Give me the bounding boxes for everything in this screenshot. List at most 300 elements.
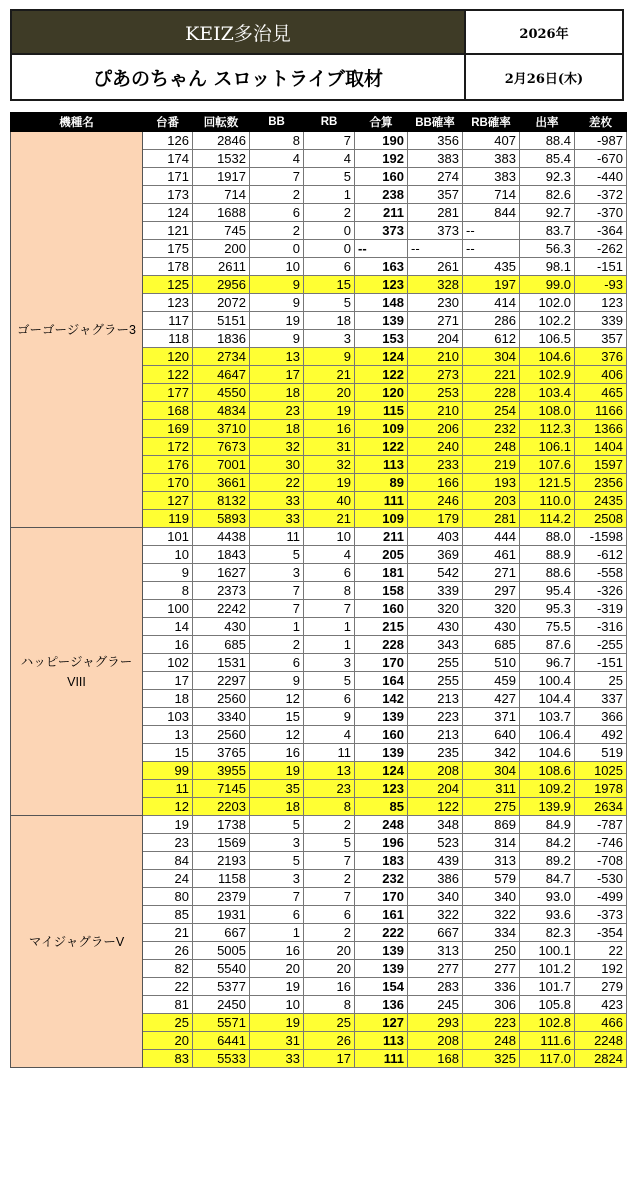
diff-cell: 2435 [575, 492, 627, 510]
diff-cell: 2248 [575, 1032, 627, 1050]
rb-cell: 26 [304, 1032, 355, 1050]
bb-rate-cell: 210 [408, 402, 463, 420]
payout-cell: 103.7 [520, 708, 575, 726]
bb-rate-cell: 369 [408, 546, 463, 564]
spins-cell: 3710 [193, 420, 250, 438]
rb-rate-cell: 306 [463, 996, 520, 1014]
payout-cell: 99.0 [520, 276, 575, 294]
rb-cell: 5 [304, 168, 355, 186]
diff-cell: -787 [575, 816, 627, 834]
diff-cell: 1025 [575, 762, 627, 780]
diff-cell: 376 [575, 348, 627, 366]
diff-cell: -255 [575, 636, 627, 654]
machine-no-cell: 119 [143, 510, 193, 528]
rb-cell: 2 [304, 816, 355, 834]
bb-cell: 9 [250, 330, 304, 348]
rb-cell: 11 [304, 744, 355, 762]
diff-cell: -1598 [575, 528, 627, 546]
diff-cell: -364 [575, 222, 627, 240]
bb-cell: 15 [250, 708, 304, 726]
total-cell: 228 [355, 636, 408, 654]
spins-cell: 1532 [193, 150, 250, 168]
diff-cell: 2824 [575, 1050, 627, 1068]
total-cell: 160 [355, 168, 408, 186]
total-cell: 124 [355, 762, 408, 780]
rb-rate-cell: -- [463, 240, 520, 258]
bb-rate-cell: 230 [408, 294, 463, 312]
bb-rate-cell: 667 [408, 924, 463, 942]
payout-cell: 104.6 [520, 744, 575, 762]
machine-no-cell: 14 [143, 618, 193, 636]
diff-cell: -316 [575, 618, 627, 636]
bb-rate-cell: 320 [408, 600, 463, 618]
total-cell: 238 [355, 186, 408, 204]
rb-rate-cell: 459 [463, 672, 520, 690]
bb-rate-cell: 274 [408, 168, 463, 186]
diff-cell: 1366 [575, 420, 627, 438]
bb-cell: 0 [250, 240, 304, 258]
total-cell: 148 [355, 294, 408, 312]
spins-cell: 2373 [193, 582, 250, 600]
rb-cell: 2 [304, 870, 355, 888]
spins-cell: 4438 [193, 528, 250, 546]
payout-cell: 83.7 [520, 222, 575, 240]
diff-cell: -93 [575, 276, 627, 294]
rb-rate-cell: 223 [463, 1014, 520, 1032]
machine-no-cell: 173 [143, 186, 193, 204]
spins-cell: 5571 [193, 1014, 250, 1032]
bb-cell: 2 [250, 186, 304, 204]
rb-rate-cell: 219 [463, 456, 520, 474]
col-header-bb: BB [250, 113, 304, 132]
spins-cell: 2560 [193, 690, 250, 708]
rb-rate-cell: 640 [463, 726, 520, 744]
rb-rate-cell: 714 [463, 186, 520, 204]
bb-cell: 6 [250, 204, 304, 222]
machine-no-cell: 84 [143, 852, 193, 870]
payout-cell: 82.3 [520, 924, 575, 942]
rb-cell: 1 [304, 186, 355, 204]
spins-cell: 1688 [193, 204, 250, 222]
diff-cell: 339 [575, 312, 627, 330]
spins-cell: 4834 [193, 402, 250, 420]
bb-rate-cell: 233 [408, 456, 463, 474]
rb-rate-cell: 203 [463, 492, 520, 510]
machine-name-cell: ハッピージャグラー VIII [11, 528, 143, 816]
total-cell: 160 [355, 726, 408, 744]
payout-cell: 92.7 [520, 204, 575, 222]
total-cell: 89 [355, 474, 408, 492]
payout-cell: 139.9 [520, 798, 575, 816]
machine-no-cell: 80 [143, 888, 193, 906]
diff-cell: 1597 [575, 456, 627, 474]
total-cell: 127 [355, 1014, 408, 1032]
rb-rate-cell: 685 [463, 636, 520, 654]
total-cell: 85 [355, 798, 408, 816]
payout-cell: 88.4 [520, 132, 575, 150]
machine-no-cell: 120 [143, 348, 193, 366]
rb-cell: 5 [304, 834, 355, 852]
rb-cell: 1 [304, 636, 355, 654]
diff-cell: -326 [575, 582, 627, 600]
payout-cell: 84.7 [520, 870, 575, 888]
total-cell: 122 [355, 366, 408, 384]
bb-cell: 9 [250, 294, 304, 312]
spins-cell: 2379 [193, 888, 250, 906]
bb-cell: 19 [250, 1014, 304, 1032]
diff-cell: -530 [575, 870, 627, 888]
total-cell: 161 [355, 906, 408, 924]
spins-cell: 2734 [193, 348, 250, 366]
payout-cell: 106.4 [520, 726, 575, 744]
total-cell: 183 [355, 852, 408, 870]
bb-rate-cell: 271 [408, 312, 463, 330]
bb-cell: 33 [250, 1050, 304, 1068]
total-cell: 139 [355, 312, 408, 330]
rb-cell: 20 [304, 384, 355, 402]
rb-rate-cell: 248 [463, 438, 520, 456]
payout-cell: 84.2 [520, 834, 575, 852]
header-divider-vertical [464, 11, 466, 99]
total-cell: 111 [355, 492, 408, 510]
bb-cell: 31 [250, 1032, 304, 1050]
payout-cell: 100.1 [520, 942, 575, 960]
bb-rate-cell: 235 [408, 744, 463, 762]
rb-cell: 9 [304, 348, 355, 366]
machine-no-cell: 26 [143, 942, 193, 960]
bb-rate-cell: 255 [408, 672, 463, 690]
total-cell: 211 [355, 204, 408, 222]
bb-cell: 5 [250, 852, 304, 870]
machine-no-cell: 168 [143, 402, 193, 420]
rb-cell: 1 [304, 618, 355, 636]
spins-cell: 6441 [193, 1032, 250, 1050]
rb-cell: 4 [304, 546, 355, 564]
machine-no-cell: 127 [143, 492, 193, 510]
table-row [11, 528, 627, 546]
bb-cell: 7 [250, 888, 304, 906]
bb-cell: 1 [250, 618, 304, 636]
col-header-rb-rate: RB確率 [463, 113, 520, 132]
machine-no-cell: 174 [143, 150, 193, 168]
spins-cell: 2193 [193, 852, 250, 870]
diff-cell: -354 [575, 924, 627, 942]
total-cell: 109 [355, 420, 408, 438]
rb-rate-cell: 250 [463, 942, 520, 960]
rb-cell: 15 [304, 276, 355, 294]
spins-cell: 4647 [193, 366, 250, 384]
rb-rate-cell: 510 [463, 654, 520, 672]
rb-rate-cell: 193 [463, 474, 520, 492]
spins-cell: 5893 [193, 510, 250, 528]
table-body [11, 132, 627, 1068]
diff-cell: -670 [575, 150, 627, 168]
bb-rate-cell: 204 [408, 330, 463, 348]
bb-rate-cell: 383 [408, 150, 463, 168]
total-cell: 163 [355, 258, 408, 276]
rb-rate-cell: 325 [463, 1050, 520, 1068]
total-cell: 232 [355, 870, 408, 888]
rb-rate-cell: 228 [463, 384, 520, 402]
rb-cell: 17 [304, 1050, 355, 1068]
spins-cell: 1738 [193, 816, 250, 834]
rb-rate-cell: 311 [463, 780, 520, 798]
rb-cell: 7 [304, 852, 355, 870]
bb-rate-cell: 204 [408, 780, 463, 798]
bb-rate-cell: 542 [408, 564, 463, 582]
machine-no-cell: 20 [143, 1032, 193, 1050]
rb-cell: 4 [304, 726, 355, 744]
rb-rate-cell: 248 [463, 1032, 520, 1050]
spins-cell: 2956 [193, 276, 250, 294]
payout-cell: 56.3 [520, 240, 575, 258]
rb-cell: 23 [304, 780, 355, 798]
bb-cell: 22 [250, 474, 304, 492]
spins-cell: 2560 [193, 726, 250, 744]
col-header-spins: 回転数 [193, 113, 250, 132]
rb-cell: 40 [304, 492, 355, 510]
rb-rate-cell: 435 [463, 258, 520, 276]
spins-cell: 667 [193, 924, 250, 942]
col-header-diff: 差枚 [575, 113, 627, 132]
bb-rate-cell: 168 [408, 1050, 463, 1068]
table-row [11, 132, 627, 150]
rb-rate-cell: 414 [463, 294, 520, 312]
machine-no-cell: 10 [143, 546, 193, 564]
total-cell: 170 [355, 654, 408, 672]
col-header-machine-no: 台番 [143, 113, 193, 132]
diff-cell: -151 [575, 258, 627, 276]
spins-cell: 714 [193, 186, 250, 204]
diff-cell: 1166 [575, 402, 627, 420]
spins-cell: 1531 [193, 654, 250, 672]
diff-cell: -373 [575, 906, 627, 924]
total-cell: 170 [355, 888, 408, 906]
total-cell: 248 [355, 816, 408, 834]
bb-rate-cell: 348 [408, 816, 463, 834]
bb-cell: 2 [250, 636, 304, 654]
rb-cell: 0 [304, 222, 355, 240]
machine-no-cell: 101 [143, 528, 193, 546]
payout-cell: 108.6 [520, 762, 575, 780]
total-cell: 109 [355, 510, 408, 528]
spins-cell: 1843 [193, 546, 250, 564]
spins-cell: 200 [193, 240, 250, 258]
total-cell: 113 [355, 456, 408, 474]
rb-cell: 3 [304, 654, 355, 672]
rb-rate-cell: 342 [463, 744, 520, 762]
rb-cell: 2 [304, 204, 355, 222]
bb-rate-cell: 356 [408, 132, 463, 150]
total-cell: 139 [355, 708, 408, 726]
diff-cell: 192 [575, 960, 627, 978]
diff-cell: 2356 [575, 474, 627, 492]
machine-no-cell: 172 [143, 438, 193, 456]
bb-cell: 18 [250, 420, 304, 438]
machine-no-cell: 22 [143, 978, 193, 996]
bb-rate-cell: 206 [408, 420, 463, 438]
bb-rate-cell: 253 [408, 384, 463, 402]
total-cell: 120 [355, 384, 408, 402]
diff-cell: 466 [575, 1014, 627, 1032]
total-cell: 196 [355, 834, 408, 852]
spins-cell: 5540 [193, 960, 250, 978]
header-divider-horizontal [12, 53, 622, 55]
rb-rate-cell: 304 [463, 762, 520, 780]
bb-rate-cell: 328 [408, 276, 463, 294]
machine-no-cell: 178 [143, 258, 193, 276]
machine-no-cell: 123 [143, 294, 193, 312]
payout-cell: 88.6 [520, 564, 575, 582]
machine-no-cell: 18 [143, 690, 193, 708]
total-cell: 139 [355, 960, 408, 978]
rb-cell: 6 [304, 564, 355, 582]
rb-rate-cell: 281 [463, 510, 520, 528]
payout-cell: 100.4 [520, 672, 575, 690]
report-header [10, 9, 624, 101]
payout-cell: 93.6 [520, 906, 575, 924]
machine-no-cell: 177 [143, 384, 193, 402]
payout-cell: 106.5 [520, 330, 575, 348]
rb-rate-cell: 371 [463, 708, 520, 726]
rb-rate-cell: -- [463, 222, 520, 240]
rb-rate-cell: 383 [463, 168, 520, 186]
spins-cell: 2203 [193, 798, 250, 816]
bb-cell: 20 [250, 960, 304, 978]
bb-rate-cell: 357 [408, 186, 463, 204]
machine-no-cell: 83 [143, 1050, 193, 1068]
rb-rate-cell: 221 [463, 366, 520, 384]
bb-cell: 7 [250, 168, 304, 186]
diff-cell: -370 [575, 204, 627, 222]
rb-rate-cell: 254 [463, 402, 520, 420]
bb-rate-cell: 240 [408, 438, 463, 456]
machine-no-cell: 125 [143, 276, 193, 294]
machine-no-cell: 21 [143, 924, 193, 942]
rb-cell: 31 [304, 438, 355, 456]
rb-cell: 3 [304, 330, 355, 348]
spins-cell: 1569 [193, 834, 250, 852]
total-cell: 153 [355, 330, 408, 348]
spins-cell: 4550 [193, 384, 250, 402]
rb-cell: 6 [304, 906, 355, 924]
diff-cell: 1404 [575, 438, 627, 456]
table-header-row [11, 113, 627, 132]
machine-no-cell: 102 [143, 654, 193, 672]
total-cell: 124 [355, 348, 408, 366]
bb-cell: 5 [250, 546, 304, 564]
bb-rate-cell: 386 [408, 870, 463, 888]
diff-cell: 2508 [575, 510, 627, 528]
rb-rate-cell: 232 [463, 420, 520, 438]
bb-cell: 3 [250, 564, 304, 582]
payout-cell: 105.8 [520, 996, 575, 1014]
total-cell: 215 [355, 618, 408, 636]
bb-rate-cell: 223 [408, 708, 463, 726]
machine-no-cell: 17 [143, 672, 193, 690]
report-date: 2月26日(木) [504, 71, 584, 87]
rb-rate-cell: 427 [463, 690, 520, 708]
payout-cell: 102.0 [520, 294, 575, 312]
payout-cell: 84.9 [520, 816, 575, 834]
diff-cell: 465 [575, 384, 627, 402]
total-cell: 113 [355, 1032, 408, 1050]
diff-cell: 1978 [575, 780, 627, 798]
spins-cell: 7001 [193, 456, 250, 474]
payout-cell: 112.3 [520, 420, 575, 438]
payout-cell: 93.0 [520, 888, 575, 906]
payout-cell: 85.4 [520, 150, 575, 168]
spins-cell: 3340 [193, 708, 250, 726]
payout-cell: 108.0 [520, 402, 575, 420]
machine-no-cell: 124 [143, 204, 193, 222]
spins-cell: 1836 [193, 330, 250, 348]
machine-no-cell: 19 [143, 816, 193, 834]
spins-cell: 2450 [193, 996, 250, 1014]
bb-rate-cell: 339 [408, 582, 463, 600]
total-cell: 122 [355, 438, 408, 456]
machine-no-cell: 85 [143, 906, 193, 924]
bb-rate-cell: 293 [408, 1014, 463, 1032]
spins-cell: 2242 [193, 600, 250, 618]
diff-cell: -558 [575, 564, 627, 582]
bb-cell: 19 [250, 312, 304, 330]
total-cell: 190 [355, 132, 408, 150]
bb-cell: 16 [250, 942, 304, 960]
bb-rate-cell: 208 [408, 762, 463, 780]
payout-cell: 82.6 [520, 186, 575, 204]
payout-cell: 114.2 [520, 510, 575, 528]
machine-name-cell: マイジャグラーV [11, 816, 143, 1068]
spins-cell: 1931 [193, 906, 250, 924]
rb-cell: 32 [304, 456, 355, 474]
rb-rate-cell: 320 [463, 600, 520, 618]
diff-cell: 123 [575, 294, 627, 312]
machine-no-cell: 24 [143, 870, 193, 888]
rb-cell: 5 [304, 294, 355, 312]
spins-cell: 5005 [193, 942, 250, 960]
bb-cell: 9 [250, 276, 304, 294]
total-cell: 139 [355, 744, 408, 762]
bb-cell: 33 [250, 510, 304, 528]
bb-cell: 23 [250, 402, 304, 420]
spins-cell: 3955 [193, 762, 250, 780]
bb-cell: 30 [250, 456, 304, 474]
diff-cell: -708 [575, 852, 627, 870]
payout-cell: 95.3 [520, 600, 575, 618]
total-cell: 136 [355, 996, 408, 1014]
bb-cell: 16 [250, 744, 304, 762]
rb-rate-cell: 869 [463, 816, 520, 834]
diff-cell: -987 [575, 132, 627, 150]
event-title: ぴあのちゃん スロットライブ取材 [92, 67, 384, 90]
rb-cell: 13 [304, 762, 355, 780]
bb-cell: 9 [250, 672, 304, 690]
col-header-total: 合算 [355, 113, 408, 132]
bb-rate-cell: 210 [408, 348, 463, 366]
payout-cell: 104.6 [520, 348, 575, 366]
payout-cell: 111.6 [520, 1032, 575, 1050]
total-cell: 123 [355, 276, 408, 294]
diff-cell: 25 [575, 672, 627, 690]
machine-no-cell: 169 [143, 420, 193, 438]
machine-no-cell: 176 [143, 456, 193, 474]
bb-cell: 3 [250, 870, 304, 888]
rb-cell: 8 [304, 996, 355, 1014]
spins-cell: 1158 [193, 870, 250, 888]
rb-rate-cell: 407 [463, 132, 520, 150]
spins-cell: 2297 [193, 672, 250, 690]
